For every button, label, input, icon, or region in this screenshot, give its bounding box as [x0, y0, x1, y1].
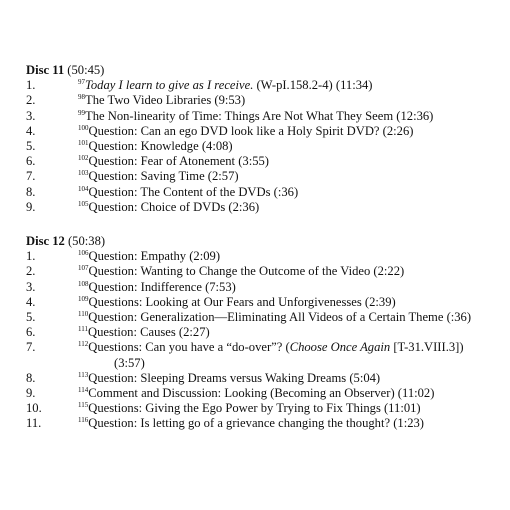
- footnote-marker: 114: [78, 385, 89, 394]
- list-item: [26, 340, 464, 370]
- disc-duration: (50:38): [67, 234, 106, 248]
- item-label: Questions: Can you have a “do-over”? (: [88, 340, 290, 355]
- item-text: [78, 78, 373, 93]
- item-number: 7.: [26, 340, 36, 355]
- item-number: 9.: [26, 199, 36, 214]
- item-text: [78, 109, 433, 124]
- item-text: [78, 124, 413, 139]
- item-number: 10.: [26, 401, 42, 416]
- item-label: Question: Fear of Atonement (3:55): [88, 154, 269, 169]
- item-label: Question: Can an ego DVD look like a Holy Spirit DVD? (2:26): [88, 123, 414, 138]
- item-text: [78, 200, 259, 215]
- item-label: Questions: Looking at Our Fears and Unforgivenesses (2:39): [88, 294, 396, 309]
- item-label: The Non-linearity of Time: Things Are Not What They Seem (12:36): [85, 108, 434, 123]
- item-text: [78, 185, 298, 200]
- item-number: 4.: [26, 123, 36, 138]
- list-item: [26, 264, 405, 279]
- item-text: [78, 280, 236, 295]
- footnote-marker: 115: [78, 401, 89, 410]
- item-label: Question: Wanting to Change the Outcome of the Video (2:22): [88, 264, 405, 279]
- item-label: Question: Generalization—Eliminating All Videos of a Certain Theme (:36): [88, 309, 472, 324]
- item-text: [78, 139, 233, 154]
- disc-11-section: [26, 63, 434, 215]
- item-label: Question: Indifference (7:53): [88, 279, 236, 294]
- list-item: [26, 249, 221, 264]
- item-label: (W-pI.158.2-4) (11:34): [253, 78, 373, 93]
- item-label: Comment and Discussion: Looking (Becoming an Observer) (11:02): [88, 385, 435, 400]
- list-item: [26, 401, 421, 416]
- disc-title: Disc 12: [26, 234, 65, 248]
- item-text: [78, 325, 210, 340]
- item-text: [78, 416, 424, 431]
- item-text: [78, 401, 421, 416]
- item-duration-continued: (3:57): [114, 355, 145, 370]
- item-text: [78, 154, 269, 169]
- list-item: [26, 78, 373, 93]
- item-label: Question: Knowledge (4:08): [88, 138, 233, 153]
- list-item: [26, 309, 472, 325]
- footnote-marker: 113: [78, 370, 89, 379]
- disc-title: Disc 11: [26, 63, 65, 77]
- item-text: [78, 340, 464, 370]
- footnote-marker: 100: [78, 123, 89, 132]
- item-label: The Two Video Libraries (9:53): [85, 93, 246, 108]
- item-label: Question: Causes (2:27): [87, 325, 210, 340]
- item-text: [78, 93, 245, 108]
- list-item: [26, 325, 210, 340]
- item-text: [78, 169, 239, 184]
- footnote-marker: 97: [78, 78, 85, 87]
- item-label: Questions: Giving the Ego Power by Trying to Fix Things (11:01): [88, 401, 421, 416]
- item-number: 2.: [26, 93, 36, 108]
- item-number: 9.: [26, 385, 36, 400]
- list-item: [26, 93, 246, 108]
- disc-duration: (50:45): [67, 63, 105, 77]
- footnote-marker: 98: [78, 93, 85, 102]
- item-number: 1.: [26, 249, 36, 264]
- item-number: 1.: [26, 78, 36, 93]
- item-number: 3.: [26, 108, 36, 123]
- list-item: [26, 108, 434, 124]
- list-item: [26, 416, 424, 431]
- footnote-marker: 112: [78, 340, 89, 349]
- footnote-marker: 105: [78, 199, 89, 208]
- footnote-marker: 109: [78, 294, 89, 303]
- footnote-marker: 103: [78, 169, 89, 178]
- item-italic: Choose Once Again: [289, 340, 391, 355]
- list-item: [26, 154, 269, 169]
- item-label: Question: Empathy (2:09): [88, 249, 221, 264]
- footnote-marker: 110: [78, 309, 89, 318]
- item-text: [78, 295, 396, 310]
- footnote-marker: 101: [78, 138, 89, 147]
- item-number: 2.: [26, 264, 36, 279]
- item-number: 4.: [26, 294, 36, 309]
- item-number: 7.: [26, 169, 36, 184]
- item-number: 5.: [26, 138, 36, 153]
- item-text: [78, 249, 220, 264]
- list-item: [26, 169, 239, 184]
- list-item: [26, 279, 236, 295]
- item-number: 8.: [26, 370, 36, 385]
- item-number: 5.: [26, 309, 36, 324]
- footnote-marker: 108: [78, 279, 89, 288]
- list-item: [26, 385, 435, 401]
- item-italic: Today I learn to give as I receive.: [85, 78, 254, 93]
- item-text: [78, 264, 404, 279]
- item-text: [78, 371, 380, 386]
- footnote-marker: 116: [78, 416, 89, 425]
- footnote-marker: 106: [78, 249, 89, 258]
- disc-12-heading: [26, 234, 105, 249]
- item-number: 8.: [26, 184, 36, 199]
- list-item: [26, 138, 233, 154]
- item-label: Question: Choice of DVDs (2:36): [88, 199, 260, 214]
- item-text: [78, 386, 434, 401]
- footnote-marker: 102: [78, 154, 89, 163]
- item-number: 11.: [26, 416, 42, 431]
- item-number: 6.: [26, 325, 36, 340]
- item-label-end: [T-31.VIII.3]): [390, 340, 464, 355]
- item-label: Question: Is letting go of a grievance changing the thought? (1:23): [88, 416, 424, 431]
- item-number: 6.: [26, 154, 36, 169]
- list-item: [26, 199, 260, 215]
- list-item: [26, 184, 299, 200]
- footnote-marker: 104: [78, 184, 89, 193]
- disc-11-heading: [26, 63, 104, 78]
- list-item: [26, 123, 414, 139]
- item-label: Question: Sleeping Dreams versus Waking Dreams (5:04): [88, 370, 381, 385]
- list-item: [26, 370, 381, 386]
- item-label: Question: The Content of the DVDs (:36): [88, 184, 299, 199]
- item-text: [78, 310, 471, 325]
- footnote-marker: 111: [78, 325, 88, 334]
- item-number: 3.: [26, 279, 36, 294]
- item-label: Question: Saving Time (2:57): [88, 169, 239, 184]
- list-item: [26, 294, 396, 310]
- footnote-marker: 107: [78, 264, 89, 273]
- disc-12-section: [26, 234, 472, 431]
- footnote-marker: 99: [78, 108, 85, 117]
